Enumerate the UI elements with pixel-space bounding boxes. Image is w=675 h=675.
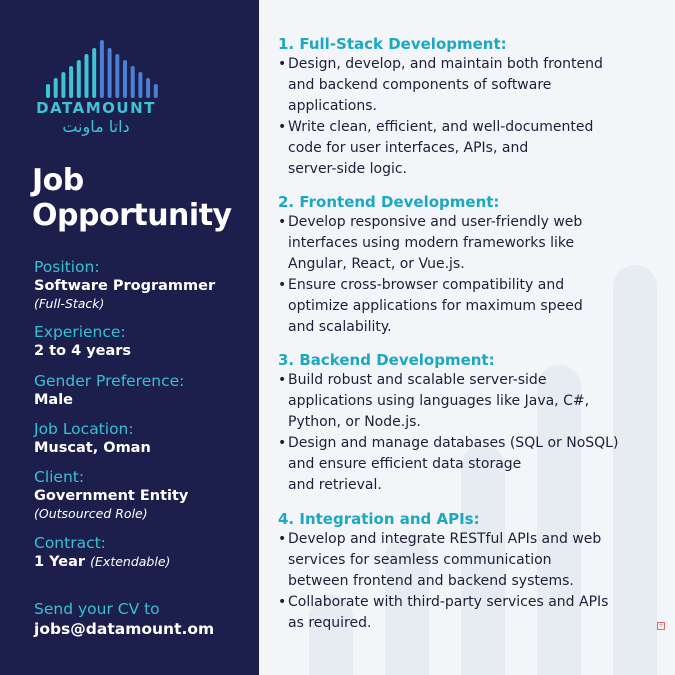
bullet-icon: • bbox=[278, 594, 287, 610]
cv-contact bbox=[34, 600, 249, 638]
section-3 bbox=[278, 351, 668, 496]
headline bbox=[32, 163, 232, 233]
bullet-text: Ensure cross-browser compatibility and optimize applications for maximum speed and scalability. bbox=[288, 277, 583, 335]
section-title: 1. Full-Stack Development: bbox=[278, 35, 507, 53]
contract-note: (Extendable) bbox=[90, 554, 171, 569]
bullet-text: Design, develop, and maintain both frontend and backend components of software applications. bbox=[288, 56, 603, 114]
bullet-icon: • bbox=[278, 119, 287, 135]
client-note: (Outsourced Role) bbox=[34, 506, 148, 521]
bullet-item bbox=[278, 54, 668, 117]
left-info-panel bbox=[0, 0, 259, 675]
experience-field bbox=[34, 323, 249, 360]
headline-line-2: Opportunity bbox=[32, 198, 232, 233]
bullet-item bbox=[278, 212, 668, 275]
bullet-item bbox=[278, 370, 668, 433]
bullet-icon: • bbox=[278, 56, 287, 72]
position-label: Position: bbox=[34, 258, 100, 276]
bullet-text: Design and manage databases (SQL or NoSQL) and ensure efficient data storage and retrieval. bbox=[288, 435, 619, 493]
bullet-item bbox=[278, 117, 668, 180]
bullet-text: Write clean, efficient, and well-documented code for user interfaces, APIs, and server-side logic. bbox=[288, 119, 594, 177]
client-label: Client: bbox=[34, 468, 85, 486]
bullet-icon: • bbox=[278, 372, 287, 388]
bullet-item bbox=[278, 529, 668, 592]
cv-label: Send your CV to bbox=[34, 600, 160, 618]
bullet-item bbox=[278, 592, 668, 634]
position-field bbox=[34, 258, 249, 312]
bullet-text: Collaborate with third-party services and APIs as required. bbox=[288, 594, 609, 631]
contract-value-row bbox=[34, 553, 249, 571]
experience-value: 2 to 4 years bbox=[34, 343, 132, 359]
location-field bbox=[34, 420, 249, 457]
location-label: Job Location: bbox=[34, 420, 134, 438]
gender-value: Male bbox=[34, 392, 74, 408]
bullet-icon: • bbox=[278, 277, 287, 293]
position-value: Software Programmer bbox=[34, 278, 216, 294]
bullet-text: Develop responsive and user-friendly web interfaces using modern frameworks like Angular, React, or Vue.js. bbox=[288, 214, 583, 272]
experience-label: Experience: bbox=[34, 323, 126, 341]
section-1 bbox=[278, 35, 668, 180]
contract-label: Contract: bbox=[34, 534, 106, 552]
contract-value: 1 Year bbox=[34, 554, 86, 570]
bullet-text: Develop and integrate RESTful APIs and web services for seamless communication between frontend and backend systems. bbox=[288, 531, 602, 589]
bullet-item bbox=[278, 275, 668, 338]
headline-line-1: Job bbox=[32, 163, 84, 198]
gender-field bbox=[34, 372, 249, 409]
email-link[interactable]: jobs@datamount.om bbox=[34, 620, 215, 638]
brand-name-arabic: داتا ماونت bbox=[62, 117, 130, 136]
bullet-icon: • bbox=[278, 435, 287, 451]
section-4 bbox=[278, 510, 668, 634]
client-value: Government Entity bbox=[34, 488, 189, 504]
section-title: 4. Integration and APIs: bbox=[278, 510, 480, 528]
bullet-icon: • bbox=[278, 531, 287, 547]
location-value: Muscat, Oman bbox=[34, 440, 151, 456]
section-2 bbox=[278, 193, 668, 338]
gender-label: Gender Preference: bbox=[34, 372, 185, 390]
datamount-logo-icon bbox=[44, 40, 160, 98]
bullet-text: Build robust and scalable server-side applications using languages like Java, C#, Python, or Node.js. bbox=[288, 372, 590, 430]
position-note: (Full-Stack) bbox=[34, 296, 105, 311]
bullet-item bbox=[278, 433, 668, 496]
section-title: 2. Frontend Development: bbox=[278, 193, 500, 211]
client-field bbox=[34, 468, 249, 522]
section-title: 3. Backend Development: bbox=[278, 351, 495, 369]
expand-icon: + bbox=[658, 622, 664, 629]
bullet-icon: • bbox=[278, 214, 287, 230]
contract-field bbox=[34, 534, 249, 571]
brand-name-english: DATAMOUNT bbox=[36, 99, 156, 117]
